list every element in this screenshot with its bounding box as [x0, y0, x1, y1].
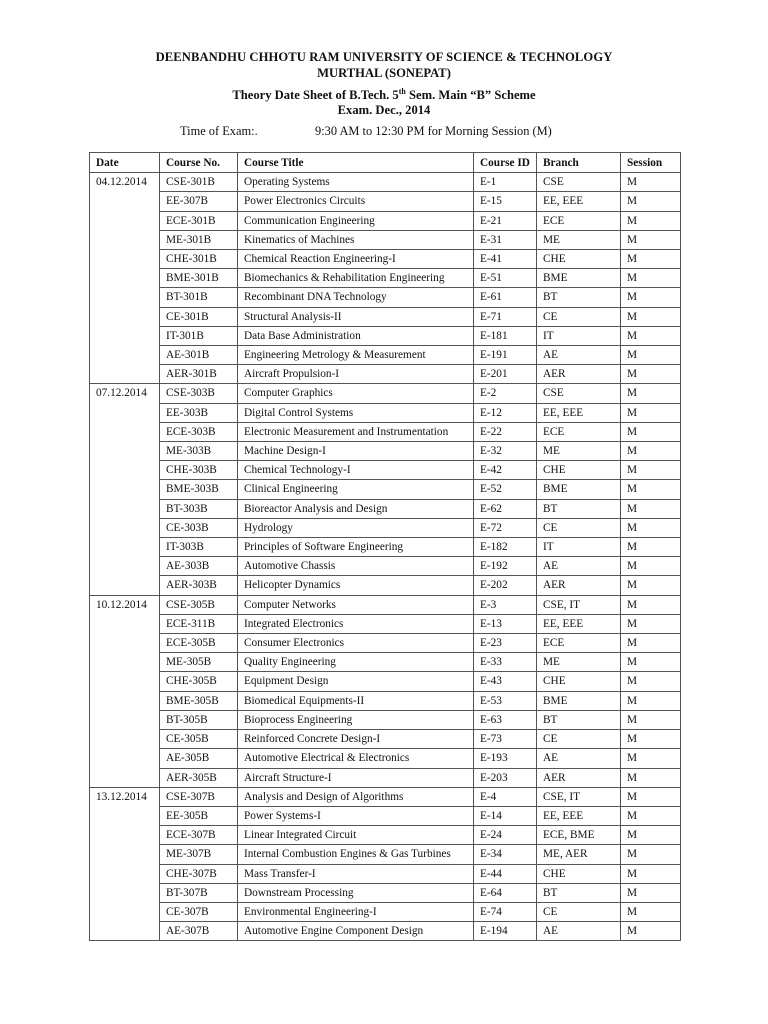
course-title-cell: Chemical Technology-I: [238, 461, 474, 480]
course-no-cell: CHE-305B: [160, 672, 238, 691]
branch-cell: BME: [537, 691, 621, 710]
session-cell: M: [621, 653, 681, 672]
date-cell: [90, 211, 160, 230]
course-id-cell: E-22: [474, 422, 537, 441]
course-id-cell: E-191: [474, 346, 537, 365]
course-no-cell: IT-303B: [160, 538, 238, 557]
session-cell: M: [621, 250, 681, 269]
session-cell: M: [621, 902, 681, 921]
table-row: [90, 634, 681, 653]
session-cell: M: [621, 576, 681, 595]
course-title-cell: Power Systems-I: [238, 806, 474, 825]
session-cell: M: [621, 806, 681, 825]
course-no-cell: CE-305B: [160, 730, 238, 749]
date-cell: [90, 307, 160, 326]
date-cell: [90, 902, 160, 921]
table-row: [90, 826, 681, 845]
course-title-cell: Recombinant DNA Technology: [238, 288, 474, 307]
course-no-cell: BME-303B: [160, 480, 238, 499]
table-row: [90, 595, 681, 614]
date-cell: [90, 288, 160, 307]
university-location: MURTHAL (SONEPAT): [317, 66, 451, 80]
date-cell: [90, 749, 160, 768]
branch-cell: AE: [537, 557, 621, 576]
branch-cell: BT: [537, 499, 621, 518]
branch-cell: BME: [537, 480, 621, 499]
date-cell: [90, 250, 160, 269]
session-cell: M: [621, 826, 681, 845]
date-sheet-title: [0, 87, 768, 103]
course-id-cell: E-42: [474, 461, 537, 480]
course-title-cell: Automotive Engine Component Design: [238, 922, 474, 941]
table-row: [90, 499, 681, 518]
course-title-cell: Aircraft Structure-I: [238, 768, 474, 787]
table-row: [90, 576, 681, 595]
table-row: [90, 883, 681, 902]
branch-cell: CE: [537, 902, 621, 921]
table-row: [90, 845, 681, 864]
session-cell: M: [621, 230, 681, 249]
date-cell: [90, 883, 160, 902]
table-row: [90, 614, 681, 633]
branch-cell: CE: [537, 307, 621, 326]
course-title-cell: Computer Graphics: [238, 384, 474, 403]
course-title-cell: Hydrology: [238, 518, 474, 537]
date-cell: [90, 557, 160, 576]
course-id-cell: E-4: [474, 787, 537, 806]
course-title-cell: Consumer Electronics: [238, 634, 474, 653]
branch-cell: ME, AER: [537, 845, 621, 864]
session-cell: M: [621, 730, 681, 749]
course-id-cell: E-14: [474, 806, 537, 825]
branch-cell: ME: [537, 230, 621, 249]
table-row: [90, 422, 681, 441]
table-row: [90, 192, 681, 211]
date-cell: [90, 461, 160, 480]
course-no-cell: AER-301B: [160, 365, 238, 384]
session-cell: M: [621, 211, 681, 230]
course-id-cell: E-32: [474, 442, 537, 461]
branch-cell: CSE, IT: [537, 595, 621, 614]
branch-cell: AE: [537, 346, 621, 365]
course-no-cell: CSE-307B: [160, 787, 238, 806]
course-no-cell: ME-305B: [160, 653, 238, 672]
session-cell: M: [621, 173, 681, 192]
date-cell: [90, 538, 160, 557]
exam-session: Exam. Dec., 2014: [337, 103, 431, 117]
course-id-cell: E-1: [474, 173, 537, 192]
course-no-cell: ECE-307B: [160, 826, 238, 845]
date-cell: [90, 614, 160, 633]
course-id-cell: E-73: [474, 730, 537, 749]
course-title-cell: Linear Integrated Circuit: [238, 826, 474, 845]
course-no-cell: CE-303B: [160, 518, 238, 537]
branch-cell: ECE, BME: [537, 826, 621, 845]
title-sup: th: [398, 87, 406, 96]
table-row: [90, 230, 681, 249]
course-title-cell: Operating Systems: [238, 173, 474, 192]
branch-cell: ECE: [537, 211, 621, 230]
time-label: Time of Exam:.: [180, 124, 258, 138]
table-row: [90, 730, 681, 749]
table-row: [90, 557, 681, 576]
branch-cell: BT: [537, 710, 621, 729]
date-cell: 04.12.2014: [90, 173, 160, 192]
table-row: [90, 326, 681, 345]
course-id-cell: E-43: [474, 672, 537, 691]
date-cell: [90, 845, 160, 864]
course-id-cell: E-193: [474, 749, 537, 768]
table-row: [90, 787, 681, 806]
table-row: [90, 211, 681, 230]
session-cell: M: [621, 384, 681, 403]
branch-cell: IT: [537, 538, 621, 557]
date-cell: [90, 518, 160, 537]
session-cell: M: [621, 768, 681, 787]
course-id-cell: E-12: [474, 403, 537, 422]
session-cell: M: [621, 365, 681, 384]
course-no-cell: AE-305B: [160, 749, 238, 768]
course-title-cell: Clinical Engineering: [238, 480, 474, 499]
course-id-cell: E-181: [474, 326, 537, 345]
course-no-cell: BT-301B: [160, 288, 238, 307]
course-id-cell: E-61: [474, 288, 537, 307]
table-row: [90, 346, 681, 365]
session-cell: M: [621, 749, 681, 768]
course-title-cell: Electronic Measurement and Instrumentation: [238, 422, 474, 441]
branch-cell: EE, EEE: [537, 192, 621, 211]
course-id-cell: E-63: [474, 710, 537, 729]
course-no-cell: ME-301B: [160, 230, 238, 249]
table-row: [90, 461, 681, 480]
course-title-cell: Mass Transfer-I: [238, 864, 474, 883]
date-cell: [90, 192, 160, 211]
session-cell: M: [621, 864, 681, 883]
branch-cell: CE: [537, 730, 621, 749]
date-cell: 07.12.2014: [90, 384, 160, 403]
table-row: [90, 365, 681, 384]
course-no-cell: AER-303B: [160, 576, 238, 595]
course-no-cell: AE-307B: [160, 922, 238, 941]
date-cell: [90, 634, 160, 653]
course-id-cell: E-52: [474, 480, 537, 499]
course-title-cell: Communication Engineering: [238, 211, 474, 230]
date-cell: [90, 730, 160, 749]
date-cell: [90, 403, 160, 422]
course-title-cell: Downstream Processing: [238, 883, 474, 902]
table-row: [90, 307, 681, 326]
course-title-cell: Integrated Electronics: [238, 614, 474, 633]
course-no-cell: EE-307B: [160, 192, 238, 211]
course-no-cell: ECE-301B: [160, 211, 238, 230]
session-cell: M: [621, 672, 681, 691]
course-id-cell: E-44: [474, 864, 537, 883]
course-title-cell: Principles of Software Engineering: [238, 538, 474, 557]
course-id-cell: E-23: [474, 634, 537, 653]
branch-cell: CSE: [537, 173, 621, 192]
session-cell: M: [621, 288, 681, 307]
course-id-cell: E-33: [474, 653, 537, 672]
course-no-cell: ME-307B: [160, 845, 238, 864]
date-cell: [90, 230, 160, 249]
course-title-cell: Environmental Engineering-I: [238, 902, 474, 921]
course-no-cell: CHE-301B: [160, 250, 238, 269]
session-cell: M: [621, 787, 681, 806]
branch-cell: BT: [537, 288, 621, 307]
branch-cell: ECE: [537, 422, 621, 441]
date-cell: [90, 269, 160, 288]
branch-cell: ME: [537, 653, 621, 672]
course-title-cell: Equipment Design: [238, 672, 474, 691]
table-row: [90, 806, 681, 825]
course-id-cell: E-53: [474, 691, 537, 710]
session-cell: M: [621, 269, 681, 288]
course-title-cell: Aircraft Propulsion-I: [238, 365, 474, 384]
table-row: [90, 288, 681, 307]
course-id-cell: E-31: [474, 230, 537, 249]
session-cell: M: [621, 442, 681, 461]
course-title-cell: Quality Engineering: [238, 653, 474, 672]
branch-cell: EE, EEE: [537, 403, 621, 422]
course-id-cell: E-24: [474, 826, 537, 845]
table-row: [90, 384, 681, 403]
course-title-cell: Data Base Administration: [238, 326, 474, 345]
course-title-cell: Chemical Reaction Engineering-I: [238, 250, 474, 269]
course-no-cell: CHE-303B: [160, 461, 238, 480]
table-row: [90, 269, 681, 288]
date-sheet-table: [89, 152, 681, 941]
table-row: [90, 403, 681, 422]
col-course-title: Course Title: [238, 153, 474, 173]
date-cell: [90, 442, 160, 461]
course-no-cell: BT-305B: [160, 710, 238, 729]
branch-cell: AE: [537, 922, 621, 941]
branch-cell: CHE: [537, 864, 621, 883]
session-cell: M: [621, 346, 681, 365]
session-cell: M: [621, 326, 681, 345]
session-cell: M: [621, 538, 681, 557]
date-cell: [90, 922, 160, 941]
course-no-cell: CSE-305B: [160, 595, 238, 614]
branch-cell: EE, EEE: [537, 806, 621, 825]
table-row: [90, 768, 681, 787]
session-cell: M: [621, 192, 681, 211]
session-cell: M: [621, 634, 681, 653]
course-id-cell: E-3: [474, 595, 537, 614]
course-id-cell: E-74: [474, 902, 537, 921]
branch-cell: BME: [537, 269, 621, 288]
table-row: [90, 173, 681, 192]
course-no-cell: AE-303B: [160, 557, 238, 576]
branch-cell: IT: [537, 326, 621, 345]
course-id-cell: E-203: [474, 768, 537, 787]
course-title-cell: Automotive Chassis: [238, 557, 474, 576]
date-cell: [90, 864, 160, 883]
course-id-cell: E-64: [474, 883, 537, 902]
course-no-cell: EE-303B: [160, 403, 238, 422]
table-body: [90, 173, 681, 941]
course-no-cell: IT-301B: [160, 326, 238, 345]
branch-cell: CE: [537, 518, 621, 537]
session-cell: M: [621, 307, 681, 326]
date-cell: [90, 826, 160, 845]
session-cell: M: [621, 922, 681, 941]
session-cell: M: [621, 461, 681, 480]
col-course-no: Course No.: [160, 153, 238, 173]
course-no-cell: CSE-303B: [160, 384, 238, 403]
course-no-cell: ECE-305B: [160, 634, 238, 653]
course-title-cell: Automotive Electrical & Electronics: [238, 749, 474, 768]
course-title-cell: Analysis and Design of Algorithms: [238, 787, 474, 806]
session-cell: M: [621, 595, 681, 614]
table-row: [90, 691, 681, 710]
date-cell: [90, 691, 160, 710]
branch-cell: ME: [537, 442, 621, 461]
date-cell: [90, 710, 160, 729]
table-row: [90, 922, 681, 941]
branch-cell: ECE: [537, 634, 621, 653]
branch-cell: AER: [537, 768, 621, 787]
course-no-cell: AER-305B: [160, 768, 238, 787]
course-id-cell: E-13: [474, 614, 537, 633]
session-cell: M: [621, 691, 681, 710]
date-cell: [90, 480, 160, 499]
course-title-cell: Helicopter Dynamics: [238, 576, 474, 595]
course-id-cell: E-194: [474, 922, 537, 941]
course-title-cell: Kinematics of Machines: [238, 230, 474, 249]
title-pre: Theory Date Sheet of B.Tech. 5: [232, 88, 399, 103]
course-no-cell: BME-301B: [160, 269, 238, 288]
date-cell: [90, 576, 160, 595]
session-cell: M: [621, 710, 681, 729]
date-cell: [90, 806, 160, 825]
course-no-cell: ME-303B: [160, 442, 238, 461]
course-id-cell: E-202: [474, 576, 537, 595]
course-id-cell: E-71: [474, 307, 537, 326]
table-row: [90, 480, 681, 499]
title-post: Sem. Main “B” Scheme: [405, 88, 536, 103]
course-id-cell: E-72: [474, 518, 537, 537]
date-cell: [90, 422, 160, 441]
col-date: Date: [90, 153, 160, 173]
date-cell: [90, 346, 160, 365]
col-branch: Branch: [537, 153, 621, 173]
table-row: [90, 442, 681, 461]
course-no-cell: CHE-307B: [160, 864, 238, 883]
course-title-cell: Structural Analysis-II: [238, 307, 474, 326]
col-course-id: Course ID: [474, 153, 537, 173]
table-row: [90, 250, 681, 269]
branch-cell: BT: [537, 883, 621, 902]
course-no-cell: BME-305B: [160, 691, 238, 710]
table-row: [90, 710, 681, 729]
course-id-cell: E-15: [474, 192, 537, 211]
course-title-cell: Digital Control Systems: [238, 403, 474, 422]
date-cell: 10.12.2014: [90, 595, 160, 614]
course-title-cell: Bioprocess Engineering: [238, 710, 474, 729]
course-id-cell: E-51: [474, 269, 537, 288]
course-title-cell: Internal Combustion Engines & Gas Turbines: [238, 845, 474, 864]
table-row: [90, 672, 681, 691]
branch-cell: CHE: [537, 461, 621, 480]
course-id-cell: E-182: [474, 538, 537, 557]
table-row: [90, 749, 681, 768]
table-row: [90, 538, 681, 557]
course-no-cell: AE-301B: [160, 346, 238, 365]
course-no-cell: BT-307B: [160, 883, 238, 902]
table-row: [90, 902, 681, 921]
branch-cell: AE: [537, 749, 621, 768]
date-cell: [90, 365, 160, 384]
course-id-cell: E-34: [474, 845, 537, 864]
branch-cell: CHE: [537, 250, 621, 269]
course-title-cell: Biomedical Equipments-II: [238, 691, 474, 710]
date-cell: [90, 653, 160, 672]
session-cell: M: [621, 845, 681, 864]
branch-cell: AER: [537, 576, 621, 595]
session-cell: M: [621, 614, 681, 633]
date-cell: [90, 499, 160, 518]
course-no-cell: ECE-303B: [160, 422, 238, 441]
branch-cell: CSE, IT: [537, 787, 621, 806]
session-cell: M: [621, 480, 681, 499]
table-header-row: [90, 153, 681, 173]
table-row: [90, 653, 681, 672]
course-title-cell: Reinforced Concrete Design-I: [238, 730, 474, 749]
course-no-cell: BT-303B: [160, 499, 238, 518]
branch-cell: CHE: [537, 672, 621, 691]
course-title-cell: Engineering Metrology & Measurement: [238, 346, 474, 365]
session-cell: M: [621, 518, 681, 537]
session-cell: M: [621, 883, 681, 902]
session-cell: M: [621, 422, 681, 441]
course-title-cell: Computer Networks: [238, 595, 474, 614]
course-id-cell: E-201: [474, 365, 537, 384]
course-no-cell: ECE-311B: [160, 614, 238, 633]
course-id-cell: E-62: [474, 499, 537, 518]
table-row: [90, 518, 681, 537]
session-cell: M: [621, 557, 681, 576]
university-name: DEENBANDHU CHHOTU RAM UNIVERSITY OF SCIENCE & TECHNOLOGY: [155, 50, 613, 64]
course-no-cell: EE-305B: [160, 806, 238, 825]
date-cell: 13.12.2014: [90, 787, 160, 806]
branch-cell: CSE: [537, 384, 621, 403]
course-title-cell: Biomechanics & Rehabilitation Engineering: [238, 269, 474, 288]
branch-cell: EE, EEE: [537, 614, 621, 633]
col-session: Session: [621, 153, 681, 173]
course-no-cell: CSE-301B: [160, 173, 238, 192]
course-no-cell: CE-307B: [160, 902, 238, 921]
time-value: 9:30 AM to 12:30 PM for Morning Session (M): [315, 124, 552, 138]
course-no-cell: CE-301B: [160, 307, 238, 326]
course-id-cell: E-2: [474, 384, 537, 403]
date-cell: [90, 768, 160, 787]
session-cell: M: [621, 403, 681, 422]
table-row: [90, 864, 681, 883]
date-cell: [90, 672, 160, 691]
branch-cell: AER: [537, 365, 621, 384]
session-cell: M: [621, 499, 681, 518]
course-title-cell: Bioreactor Analysis and Design: [238, 499, 474, 518]
course-id-cell: E-41: [474, 250, 537, 269]
course-title-cell: Machine Design-I: [238, 442, 474, 461]
date-cell: [90, 326, 160, 345]
course-title-cell: Power Electronics Circuits: [238, 192, 474, 211]
course-id-cell: E-192: [474, 557, 537, 576]
course-id-cell: E-21: [474, 211, 537, 230]
